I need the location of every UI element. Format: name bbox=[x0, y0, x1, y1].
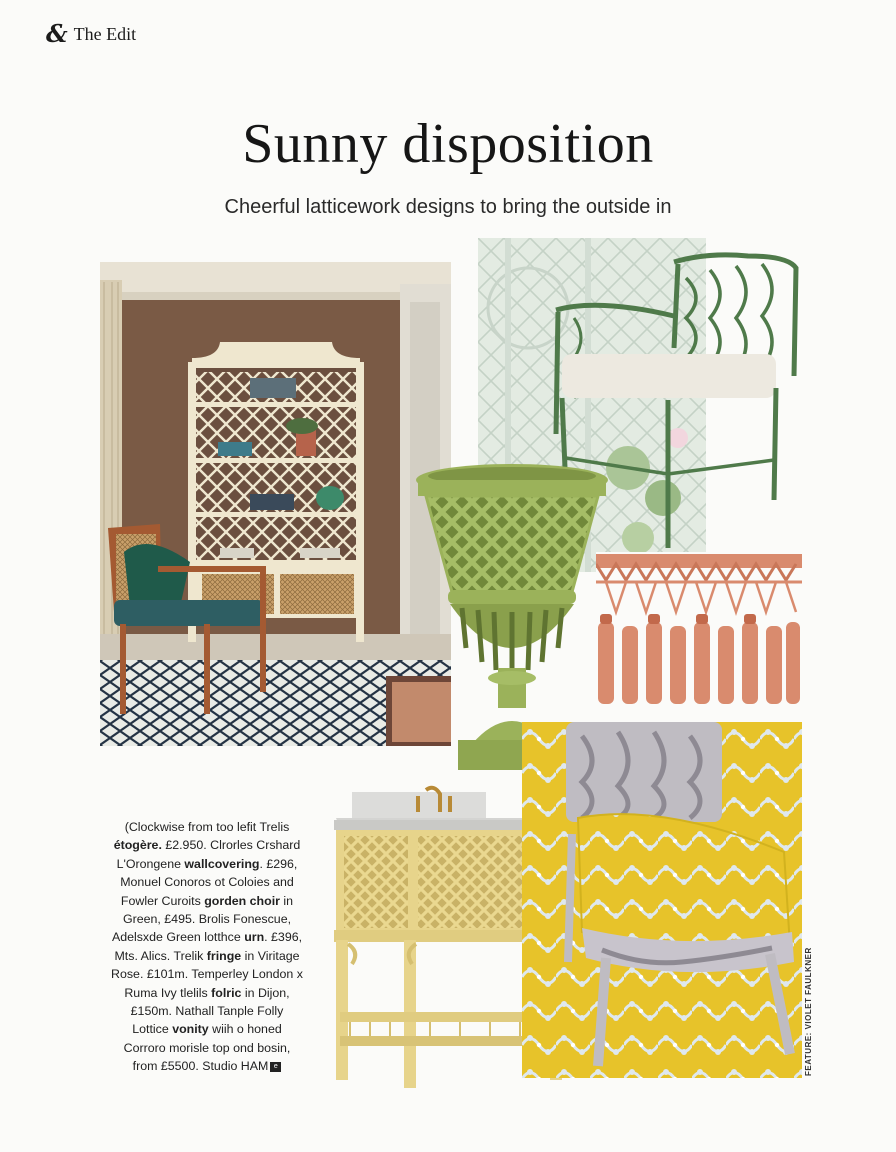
caption-text: . £296, bbox=[259, 856, 298, 871]
caption-text: Green, £495. Brolis Fonescue, bbox=[122, 912, 292, 927]
caption-text: Rose. £101m. Temperley London x bbox=[111, 967, 303, 982]
caption-product-name: vonity bbox=[172, 1022, 209, 1037]
ampersand-logo: & bbox=[46, 19, 68, 48]
product-caption bbox=[104, 818, 310, 1076]
fringe-photo bbox=[596, 552, 802, 706]
caption-text: Adelsxde Green lotthce bbox=[111, 930, 245, 945]
caption-line bbox=[104, 836, 310, 854]
room-etagere-illustration bbox=[100, 262, 451, 746]
caption-line bbox=[104, 1039, 310, 1057]
caption-text: £150m. Nathall Tanple Folly bbox=[130, 1004, 284, 1019]
fringe-illustration bbox=[596, 552, 802, 706]
caption-text: from £5500. Studio HAM bbox=[132, 1059, 269, 1074]
room-etagere-photo bbox=[100, 262, 451, 746]
feature-credit: FEATURE: VIOLET FAULKNER bbox=[804, 947, 813, 1076]
caption-line bbox=[104, 947, 310, 965]
fabric-chair-illustration bbox=[522, 722, 802, 1078]
caption-text: Mts. Alics. Trelik bbox=[114, 948, 207, 963]
caption-line bbox=[104, 873, 310, 891]
trellis-fabric-chair-photo bbox=[522, 722, 802, 1078]
caption-text: (Clockwise from too lefit Trelis bbox=[124, 820, 290, 834]
caption-product-name: wallcovering bbox=[184, 856, 260, 871]
caption-product-name: gorden choir bbox=[204, 893, 280, 908]
caption-product-name: urn bbox=[244, 930, 265, 945]
caption-text: in Viritage bbox=[241, 948, 300, 963]
caption-line bbox=[104, 928, 310, 946]
caption-line bbox=[104, 965, 310, 983]
caption-line bbox=[104, 1002, 310, 1020]
caption-line bbox=[104, 855, 310, 873]
caption-text: L'Orongene bbox=[116, 856, 185, 871]
caption-product-name: folric bbox=[211, 985, 242, 1000]
page-subtitle: Cheerful latticework designs to bring the outside in bbox=[224, 196, 672, 218]
caption-line bbox=[104, 910, 310, 928]
caption-text: £2.950. Clrorles Crshard bbox=[161, 838, 301, 853]
caption-product-name: fringe bbox=[206, 948, 242, 963]
caption-text: Monuel Conoros ot Coloies and bbox=[120, 875, 294, 890]
caption-text: Fowler Curoits bbox=[120, 893, 205, 908]
section-header bbox=[46, 19, 137, 48]
caption-line bbox=[104, 1020, 310, 1038]
caption-line bbox=[104, 892, 310, 910]
page-title: Sunny disposition bbox=[242, 113, 654, 175]
caption-line bbox=[104, 818, 310, 836]
caption-product-name: étogère. bbox=[113, 838, 162, 853]
caption-text: in bbox=[279, 893, 294, 908]
caption-text: Lottice bbox=[132, 1022, 173, 1037]
section-name: The Edit bbox=[73, 23, 137, 44]
caption-text: in Dijon, bbox=[241, 985, 290, 1000]
caption-text: Corroro morisle top ond bosin, bbox=[123, 1040, 291, 1055]
caption-line bbox=[104, 1057, 310, 1075]
caption-text: Ruma Ivy tlelils bbox=[124, 985, 212, 1000]
caption-line bbox=[104, 984, 310, 1002]
caption-text: wiih o honed bbox=[208, 1022, 282, 1037]
caption-text: . £396, bbox=[264, 930, 303, 945]
end-of-article-icon: e bbox=[270, 1062, 281, 1072]
